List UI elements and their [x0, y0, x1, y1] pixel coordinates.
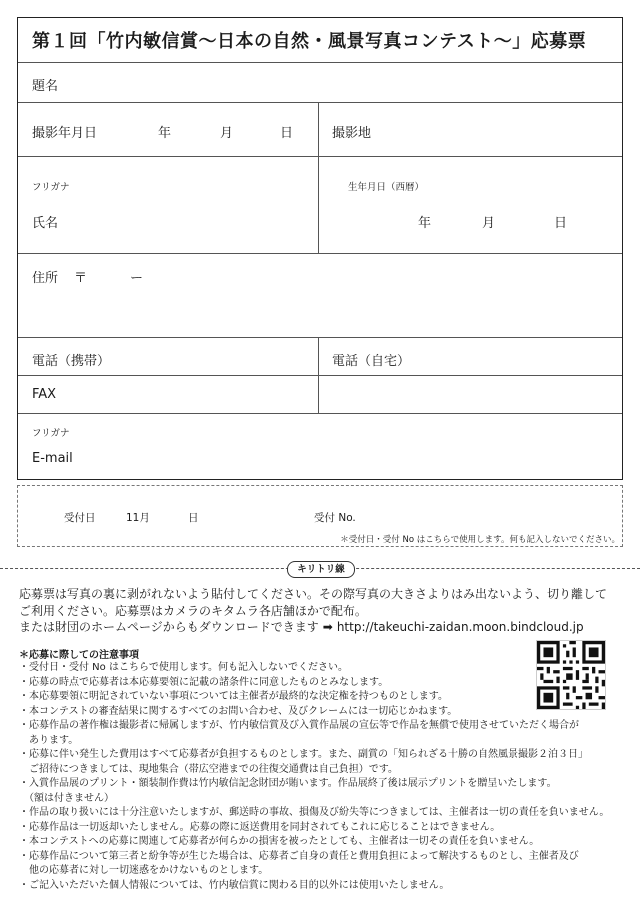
divider	[318, 103, 319, 156]
name-row	[18, 156, 622, 253]
furigana-label: フリガナ	[32, 182, 70, 193]
note-item: （額は付きません）	[19, 792, 114, 804]
phone-row	[18, 337, 622, 375]
intro-text	[19, 586, 619, 636]
email-row[interactable]	[18, 413, 622, 479]
shoot-date-row	[18, 102, 622, 156]
note-item: ・ご記入いただいた個人情報については、竹内敏信賞に関わる目的以外には使用いたしません。	[19, 879, 450, 891]
receipt-date-label: 受付日	[64, 512, 96, 524]
note-item: 他の応募者に対し一切迷惑をかけないものとします。	[19, 865, 269, 876]
note-item: ・本コンテストへの応募に関連して応募者が何らかの損害を被ったとしても、主催者は一切その責任を負いません。	[19, 836, 540, 847]
email-label: E-mail	[32, 451, 73, 466]
form-title: 第１回「竹内敏信賞〜日本の自然・風景写真コンテスト〜」応募票	[32, 31, 587, 52]
birthdate-label: 生年月日（西暦）	[348, 182, 425, 193]
shoot-day-unit: 日	[280, 126, 294, 141]
address-label: 住所	[32, 271, 59, 286]
birth-month-unit: 月	[482, 216, 496, 231]
name-label: 氏名	[32, 216, 59, 231]
shoot-year-unit: 年	[158, 126, 172, 141]
note-item: ・本応募要領に明記されていない事項については主催者が最終的な決定権を持つものとします。	[19, 691, 448, 702]
note-item: ・本コンテストの審査結果に関するすべてのお問い合わせ、及びクレームには一切応じかねます。	[19, 705, 458, 717]
receipt-number-label: 受付 No.	[314, 512, 356, 524]
note-item: ・応募作品の著作権は撮影者に帰属しますが、竹内敏信賞及び入賞作品展の宣伝等で作品を無償で使用させていただく場合が	[19, 720, 579, 731]
email-furigana-label: フリガナ	[32, 428, 70, 439]
divider	[318, 376, 319, 413]
website-link[interactable]: http://takeuchi-zaidan.moon.bindcloud.jp	[336, 620, 584, 634]
intro-line: 応募票は写真の裏に剥がれないよう貼付してください。その際写真の大きさよりはみ出ないよう、切り離して	[19, 587, 608, 601]
home-phone-label: 電話（自宅）	[332, 354, 411, 369]
receipt-month: 11月	[126, 512, 150, 524]
notes-list	[19, 661, 625, 893]
note-item: ・応募に伴い発生した費用はすべて応募者が負担するものとします。また、副賞の「知られざる十勝の自然風景撮影２泊３日」	[19, 749, 588, 760]
fax-row	[18, 375, 622, 413]
birth-day-unit: 日	[554, 216, 568, 231]
note-item: あります。	[19, 734, 79, 746]
fax-label: FAX	[32, 387, 57, 402]
note-item: ・応募作品は一切返却いたしません。応募の際に返送費用を同封されてもこれに応じることはできません。	[19, 821, 501, 833]
shoot-month-unit: 月	[220, 126, 234, 141]
title-label: 題名	[32, 79, 59, 94]
intro-download-text: または財団のホームページからもダウンロードできます	[19, 620, 319, 634]
intro-line	[19, 619, 619, 636]
birth-year-unit: 年	[418, 216, 432, 231]
receipt-day-unit: 日	[188, 512, 199, 524]
shoot-date-label: 撮影年月日	[32, 126, 98, 141]
title-field[interactable]	[18, 62, 622, 102]
note-item: ・入賞作品展のプリント・額装制作費は竹内敏信記念財団が賄います。作品展終了後は展示プリントを贈呈いたします。	[19, 778, 557, 789]
note-item: ・応募作品について第三者と紛争等が生じた場合は、応募者ご自身の責任と費用負担によって解決するものとし、主催者及び	[19, 850, 579, 862]
entry-form	[17, 17, 623, 480]
address-row[interactable]	[18, 253, 622, 337]
receipt-box	[17, 485, 623, 547]
postal-dash: ー	[130, 271, 144, 286]
arrow-icon: ➡	[322, 620, 333, 634]
cut-line-label: キリトリ線	[287, 561, 355, 578]
divider	[318, 338, 319, 375]
location-label: 撮影地	[332, 126, 372, 141]
note-item: ・受付日・受付 No はこちらで使用します。何も記入しないでください。	[19, 662, 349, 673]
note-item: ご招待につきましては、現地集合（帯広空港までの往復交通費は自己負担）です。	[19, 763, 398, 775]
notes-title: ＊応募に際しての注意事項	[19, 650, 139, 661]
receipt-note: ＊受付日・受付 No はこちらで使用します。何も記入しないでください。	[340, 535, 620, 545]
divider	[318, 157, 319, 253]
postal-mark: 〒	[74, 271, 88, 286]
note-item: ・応募の時点で応募者は本応募要領に記載の諸条件に同意したものとみなします。	[19, 676, 389, 688]
mobile-label: 電話（携帯）	[32, 354, 111, 369]
intro-line: ご利用ください。応募票はカメラのキタムラ各店舗ほかで配布。	[19, 603, 367, 618]
note-item: ・作品の取り扱いには十分注意いたしますが、郵送時の事故、損傷及び紛失等につきましては、主催者は一切の責任を負いません。	[19, 807, 610, 818]
